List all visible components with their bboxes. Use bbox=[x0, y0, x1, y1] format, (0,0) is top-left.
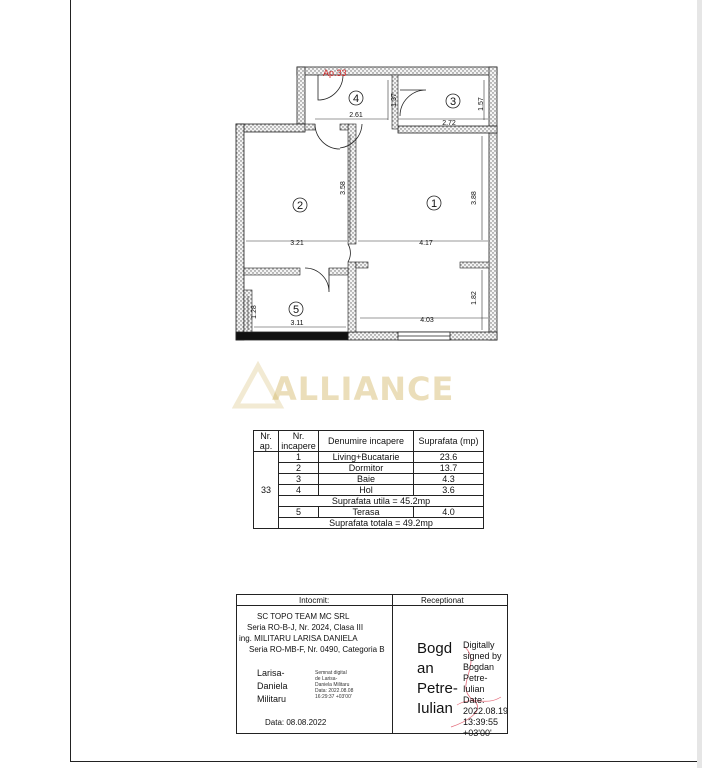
signer-right-line: an bbox=[417, 660, 434, 677]
row-area: 4.3 bbox=[414, 474, 484, 485]
header-suprafata: Suprafata (mp) bbox=[414, 431, 484, 452]
header-nr-ap: Nr. ap. bbox=[254, 431, 279, 452]
row-area: 3.6 bbox=[414, 485, 484, 496]
signer-right-detail: Date: bbox=[463, 695, 485, 705]
receptionat-header: Receptionat bbox=[421, 596, 464, 605]
dim-living-lower-width: 4.03 bbox=[420, 317, 434, 324]
grand-total: Suprafata totala = 49.2mp bbox=[279, 518, 484, 529]
signer-left-detail: de Larisa- bbox=[315, 676, 338, 682]
series-1: Seria RO-B-J, Nr. 2024, Clasa III bbox=[247, 623, 364, 632]
signer-right-line: Bogd bbox=[417, 640, 453, 657]
row-name: Living+Bucatarie bbox=[319, 452, 414, 463]
signer-left-line: Larisa- bbox=[257, 668, 285, 678]
row-nr: 1 bbox=[279, 452, 319, 463]
series-2: Seria RO-MB-F, Nr. 0490, Categoria B bbox=[249, 645, 385, 654]
room-5-number: 5 bbox=[292, 304, 300, 316]
row-nr: 5 bbox=[279, 507, 319, 518]
apartment-label: Ap.33 bbox=[323, 68, 347, 78]
signer-left-line: Daniela bbox=[257, 681, 288, 691]
document-date: Data: 08.08.2022 bbox=[265, 718, 327, 727]
signer-left-detail: Daniela Militaru bbox=[315, 682, 350, 688]
exterior-walls bbox=[236, 67, 497, 340]
header-nr-incapere: Nr. incapere bbox=[279, 431, 319, 452]
row-nr: 3 bbox=[279, 474, 319, 485]
signer-right-detail: 2022.08.19 bbox=[463, 706, 509, 716]
row-name: Terasa bbox=[319, 507, 414, 518]
company-name: SC TOPO TEAM MC SRL bbox=[257, 612, 350, 621]
useful-total: Suprafata utila = 45.2mp bbox=[279, 496, 484, 507]
useful-total-row bbox=[254, 496, 484, 507]
row-area: 4.0 bbox=[414, 507, 484, 518]
table-row bbox=[254, 474, 484, 485]
signer-right-detail: Petre-Iulian bbox=[463, 673, 488, 694]
alliance-watermark-text: ALLIANCE bbox=[272, 370, 455, 408]
dim-terasa-width: 3.11 bbox=[290, 320, 304, 327]
room-4-number: 4 bbox=[352, 93, 360, 105]
header-denumire: Denumire incapere bbox=[319, 431, 414, 452]
signer-left-name bbox=[257, 667, 288, 706]
room-1-number: 1 bbox=[430, 198, 438, 210]
row-nr: 4 bbox=[279, 485, 319, 496]
row-area: 23.6 bbox=[414, 452, 484, 463]
row-name: Hol bbox=[319, 485, 414, 496]
row-nr: 2 bbox=[279, 463, 319, 474]
table-row bbox=[254, 463, 484, 474]
box-vertical-divider bbox=[392, 595, 393, 734]
ap-number-cell: 33 bbox=[254, 452, 279, 529]
signer-right-detail: signed by bbox=[463, 651, 502, 661]
row-area: 13.7 bbox=[414, 463, 484, 474]
signer-right-line: Petre- bbox=[417, 680, 458, 697]
signer-right-name bbox=[417, 639, 458, 719]
signer-right-line: Iulian bbox=[417, 700, 453, 717]
dim-dormitor-width: 3.21 bbox=[290, 240, 304, 247]
dim-baie-width: 2.72 bbox=[442, 120, 456, 127]
row-name: Dormitor bbox=[319, 463, 414, 474]
row-name: Baie bbox=[319, 474, 414, 485]
box-horizontal-divider bbox=[237, 605, 507, 606]
windows bbox=[398, 332, 450, 340]
dim-terasa-depth: 1.28 bbox=[251, 305, 258, 319]
interior-walls bbox=[244, 75, 489, 332]
door-swings bbox=[305, 75, 426, 292]
dim-baie-depth: 1.57 bbox=[478, 97, 485, 111]
signer-left-line: Militaru bbox=[257, 694, 287, 704]
signature-box bbox=[236, 594, 509, 738]
dim-dormitor-depth: 3.58 bbox=[340, 181, 347, 195]
room-2-number: 2 bbox=[296, 200, 304, 212]
dim-hol-depth: 1.37 bbox=[391, 93, 398, 107]
signer-left-detail: Semnat digital bbox=[315, 670, 347, 676]
signer-right-detail: Bogdan bbox=[463, 662, 495, 672]
table-header-row bbox=[254, 431, 484, 452]
intocmit-header: Intocmit: bbox=[299, 596, 330, 605]
signer-right-details bbox=[463, 640, 508, 739]
engineer-name: ing. MILITARU LARISA DANIELA bbox=[239, 634, 358, 643]
room-areas-table bbox=[253, 430, 484, 529]
table-row bbox=[254, 485, 484, 496]
table-row bbox=[254, 452, 484, 463]
room-3-number: 3 bbox=[449, 96, 457, 108]
grand-total-row bbox=[254, 518, 484, 529]
signer-right-detail: 13:39:55 bbox=[463, 717, 499, 727]
signer-right-detail: +03'00' bbox=[463, 728, 492, 738]
signer-left-details bbox=[315, 670, 353, 700]
dim-hol-width: 2.61 bbox=[349, 112, 363, 119]
signer-left-detail: 16:29:37 +03'00' bbox=[315, 694, 352, 700]
signer-left-detail: Data: 2022.08.08 bbox=[315, 688, 354, 694]
table-row bbox=[254, 507, 484, 518]
dim-living-depth: 3.88 bbox=[471, 191, 478, 205]
dim-living-lower-depth: 1.82 bbox=[471, 291, 478, 305]
dim-living-width: 4.17 bbox=[419, 240, 433, 247]
signer-right-detail: Digitally bbox=[463, 640, 495, 650]
dimension-lines bbox=[246, 80, 488, 330]
